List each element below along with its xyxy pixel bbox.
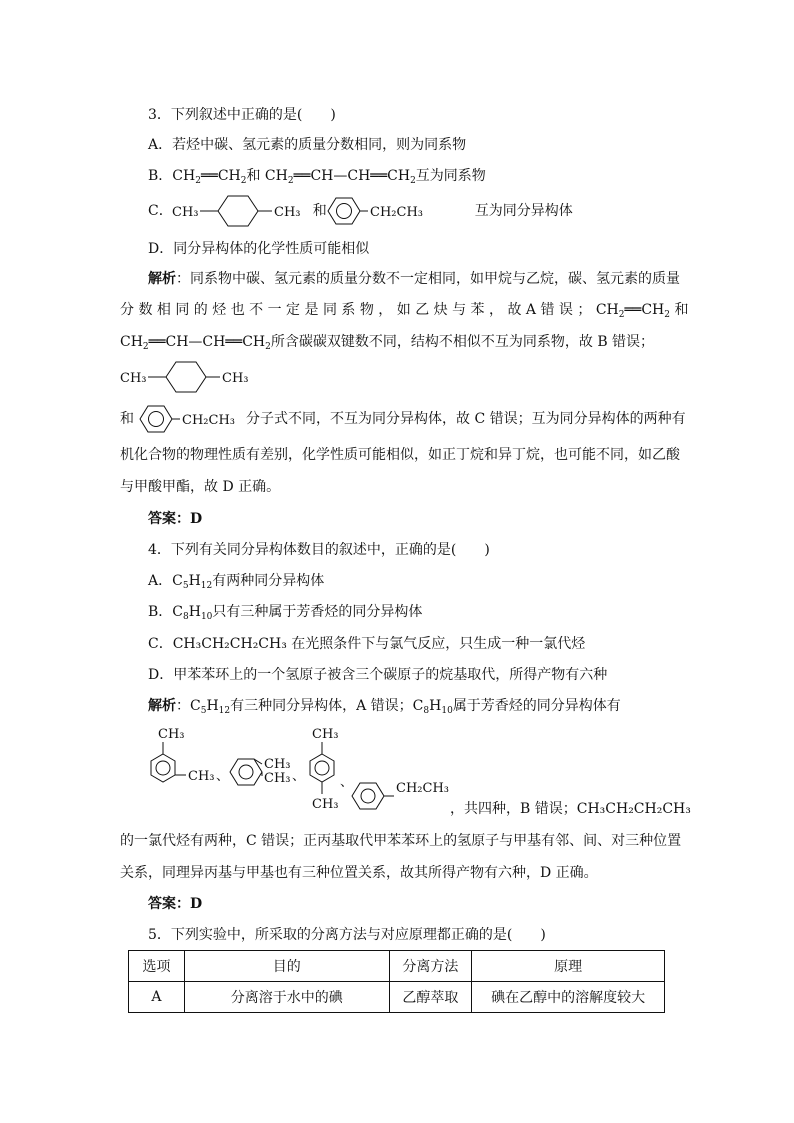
q4-analysis-line2: ，共四种，B 错误；CH₃CH₂CH₂CH₃ [450, 801, 691, 817]
q3-analysis-line4: 和 分子式不同，不互为同分异构体，故 C 错误；互为同分异构体的两种有 [120, 411, 686, 427]
methyl-label: CH₃ [158, 727, 185, 742]
ethyl-label: CH₂CH₃ [396, 781, 449, 796]
methyl-label: CH₃ [222, 371, 249, 386]
q3-option-d: D．同分异构体的化学性质可能相似 [148, 241, 370, 257]
separator: 、 [292, 769, 306, 784]
q3-option-a: A．若烃中碳、氢元素的质量分数相同，则为同系物 [148, 137, 467, 153]
table-header-row [129, 951, 665, 982]
methyl-label: CH₃ [264, 757, 291, 772]
header-purpose: 目的 [184, 951, 389, 982]
q4-option-b: B．$C_8H_{10}$只有三种属于芳香烃的同分异构体 [148, 604, 423, 622]
analysis-ethylbenzene-structure [134, 400, 244, 438]
q5-stem: 5．下列实验中，所采取的分离方法与对应原理都正确的是( ) [148, 927, 546, 943]
q5-options-table [128, 950, 665, 1013]
cell-method: 乙醇萃取 [389, 982, 472, 1013]
aromatic-isomers-structures [140, 724, 480, 820]
q3-option-c: C． 和 互为同分异构体 [148, 203, 573, 219]
dimethylcyclohexane-structure [168, 192, 308, 230]
q4-option-c: C．CH₃CH₂CH₂CH₃ 在光照条件下与氯气反应，只生成一种一氯代烃 [148, 636, 586, 652]
ortho-xylene-structure [230, 757, 291, 786]
q4-analysis-line4: 关系，同理异丙基与甲基也有三种位置关系，故其所得产物有六种，D 正确。 [120, 865, 598, 881]
header-principle: 原理 [472, 951, 665, 982]
table-row [129, 982, 665, 1013]
methyl-label: CH₃ [188, 769, 215, 784]
ethylbenzene-structure [322, 192, 432, 230]
header-method: 分离方法 [389, 951, 472, 982]
methyl-label: CH₃ [172, 205, 199, 220]
para-xylene-structure [310, 727, 339, 812]
ethylbenzene-isomer-structure [352, 781, 449, 809]
ethyl-label: CH₂CH₃ [370, 205, 423, 220]
q3-analysis-line2: 分 数 相 同 的 烃 也 不 一 定 是 同 系 物 ， 如 乙 炔 与 苯 ， 故 A 错 误 ； $CH_2══CH_2$ 和 [120, 302, 689, 320]
cell-purpose: 分离溶于水中的碘 [184, 982, 389, 1013]
q4-analysis-line1: 解析：$C_5H_{12}$有三种同分异构体，A 错误；$C_8H_{10}$属于芳香烃的同分异构体有 [148, 698, 621, 716]
q4-option-a: A．$C_5H_{12}$有两种同分异构体 [148, 573, 325, 591]
separator: 、 [216, 769, 230, 784]
q4-stem: 4．下列有关同分异构体数目的叙述中，正确的是( ) [148, 542, 490, 558]
methyl-label: CH₃ [120, 371, 147, 386]
methyl-label: CH₃ [312, 727, 339, 742]
cell-principle: 碘在乙醇中的溶解度较大 [472, 982, 665, 1013]
methyl-label: CH₃ [312, 797, 339, 812]
methyl-label: CH₃ [274, 205, 301, 220]
q4-analysis-line3: 的一氯代烃有两种，C 错误；正丙基取代甲苯苯环上的氢原子与甲基有邻、间、对三种位置 [120, 833, 682, 849]
meta-xylene-structure [151, 727, 215, 784]
q3-analysis-line6: 与甲酸甲酯，故 D 正确。 [120, 479, 281, 495]
q3-analysis-line3: $CH_2══CH—CH══CH_2$所含碳碳双键数不同，结构不相似不互为同系物，故 B 错误； [120, 334, 655, 352]
separator: 、 [340, 775, 354, 790]
q3-answer: 答案：D [148, 511, 203, 527]
q3-analysis-line1: 解析：同系物中碳、氢元素的质量分数不一定相同，如甲烷与乙烷，碳、氢元素的质量 [148, 271, 680, 287]
methyl-label: CH₃ [264, 771, 291, 786]
q4-option-d: D．甲苯苯环上的一个氢原子被含三个碳原子的烷基取代，所得产物有六种 [148, 667, 608, 683]
q4-answer: 答案：D [148, 896, 203, 912]
ethyl-label: CH₂CH₃ [182, 413, 235, 428]
q3-option-b: B．$CH_2══CH_2$和 $CH_2══CH—CH══CH_2$互为同系物 [148, 168, 486, 186]
analysis-dimethylcyclohexane-structure [118, 358, 258, 396]
q3-stem: 3．下列叙述中正确的是( ) [148, 107, 336, 123]
header-option: 选项 [129, 951, 185, 982]
cell-option: A [129, 982, 185, 1013]
q3-analysis-line5: 机化合物的物理性质有差别，化学性质可能相似，如正丁烷和异丁烷，也可能不同，如乙酸 [120, 447, 680, 463]
